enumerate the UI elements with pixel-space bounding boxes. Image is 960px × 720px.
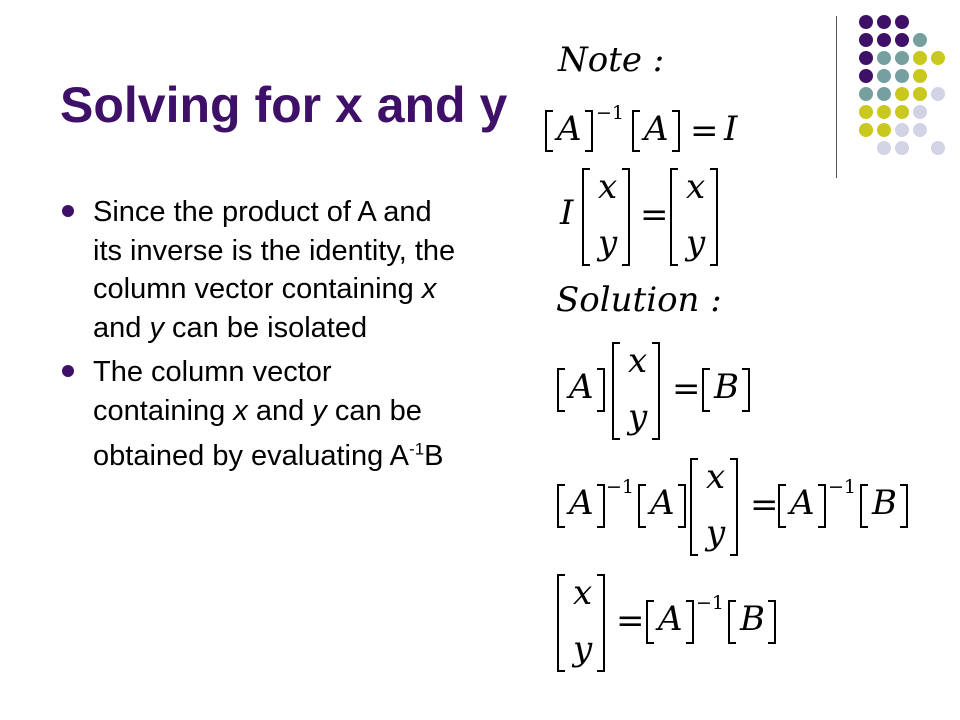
bracket-left (612, 342, 620, 440)
matrix-b: B (872, 483, 897, 523)
decor-dot (931, 87, 945, 101)
decor-dot (913, 51, 927, 65)
var-x: x (628, 341, 648, 381)
divider-line (836, 16, 837, 178)
note-label: Note : (558, 40, 665, 80)
var-y: y (686, 223, 706, 263)
var-x: x (706, 457, 726, 497)
bracket-left (690, 458, 698, 556)
bullet-text: The column vector containing x and y can be obtained by evaluating $A^{-1}B$ (93, 356, 444, 472)
matrix-a: A (790, 483, 815, 523)
decor-dot (913, 69, 927, 83)
decor-dot (859, 33, 873, 47)
matrix-a: A (658, 599, 683, 639)
bullet-item (62, 193, 462, 347)
inverse-exponent: −1 (828, 476, 857, 498)
bracket-right (652, 342, 660, 440)
bracket-left (728, 600, 736, 644)
decor-dot (877, 69, 891, 83)
equals-sign: = (672, 369, 701, 409)
bracket-left (582, 168, 590, 266)
matrix-a: A (569, 483, 594, 523)
decor-dot (877, 33, 891, 47)
bracket-right (672, 110, 680, 152)
decor-dot (877, 105, 891, 119)
bracket-right (678, 484, 686, 528)
var-y: y (573, 629, 593, 669)
decor-dot (895, 51, 909, 65)
bullet-item (62, 353, 462, 475)
inverse-exponent: −1 (696, 592, 725, 614)
decor-dot (877, 123, 891, 137)
var-y: y (628, 397, 648, 437)
decor-dot (859, 105, 873, 119)
bracket-right (710, 168, 718, 266)
bullet-dot-icon (62, 205, 74, 217)
matrix-a: A (644, 109, 669, 149)
decor-dot (859, 123, 873, 137)
decor-dot (877, 51, 891, 65)
var-x: x (598, 167, 618, 207)
decor-dot (877, 15, 891, 29)
bracket-right (585, 110, 593, 152)
decor-dot (895, 105, 909, 119)
bullet-dot-icon (62, 365, 74, 377)
inverse-exponent: −1 (596, 102, 625, 124)
var-y: y (598, 223, 618, 263)
bracket-right (597, 574, 605, 672)
var-y: y (706, 513, 726, 553)
decor-dot (931, 141, 945, 155)
decor-dot (859, 69, 873, 83)
decor-dot (895, 69, 909, 83)
matrix-b: B (714, 367, 739, 407)
bracket-left (778, 484, 786, 528)
inverse-exponent: −1 (606, 476, 635, 498)
bracket-left (670, 168, 678, 266)
decor-dot (913, 87, 927, 101)
bracket-left (557, 368, 565, 412)
decor-dot (895, 123, 909, 137)
bracket-right (768, 600, 776, 644)
bracket-right (900, 484, 908, 528)
equals-sign: = (640, 195, 669, 235)
bullet-text: Since the product of A and its inverse is the identity, the column vector containing x and y can be isolated (93, 196, 456, 344)
decor-dot (859, 15, 873, 29)
decor-dot (877, 87, 891, 101)
decor-dot (895, 141, 909, 155)
slide-title: Solving for x and y (60, 77, 508, 133)
equals-sign: = (616, 601, 645, 641)
bracket-left (646, 600, 654, 644)
matrix-a: A (557, 109, 582, 149)
decor-dot (895, 33, 909, 47)
decor-dot (931, 51, 945, 65)
bracket-right (818, 484, 826, 528)
bracket-right (597, 368, 605, 412)
identity-i: I (724, 109, 738, 149)
var-x: x (573, 573, 593, 613)
bullet-list (62, 193, 462, 481)
matrix-b: B (740, 599, 765, 639)
decor-dot (913, 105, 927, 119)
bracket-right (730, 458, 738, 556)
equals-sign: = (750, 485, 779, 525)
bracket-right (597, 484, 605, 528)
bracket-left (860, 484, 868, 528)
matrix-a: A (650, 483, 675, 523)
matrix-a: A (569, 367, 594, 407)
decor-dot (913, 33, 927, 47)
solution-label: Solution : (556, 280, 722, 320)
identity-i: I (560, 193, 574, 233)
bracket-left (557, 484, 565, 528)
bracket-right (622, 168, 630, 266)
decor-dot (895, 15, 909, 29)
decor-dot (895, 87, 909, 101)
bracket-right (686, 600, 694, 644)
decor-dot (859, 51, 873, 65)
bracket-left (632, 110, 640, 152)
decor-dot (859, 87, 873, 101)
equals-sign: = (690, 111, 719, 151)
bracket-right (742, 368, 750, 412)
decor-dot (913, 123, 927, 137)
bracket-left (545, 110, 553, 152)
decor-dot (877, 141, 891, 155)
bracket-left (557, 574, 565, 672)
var-x: x (686, 167, 706, 207)
bracket-left (638, 484, 646, 528)
bracket-left (702, 368, 710, 412)
